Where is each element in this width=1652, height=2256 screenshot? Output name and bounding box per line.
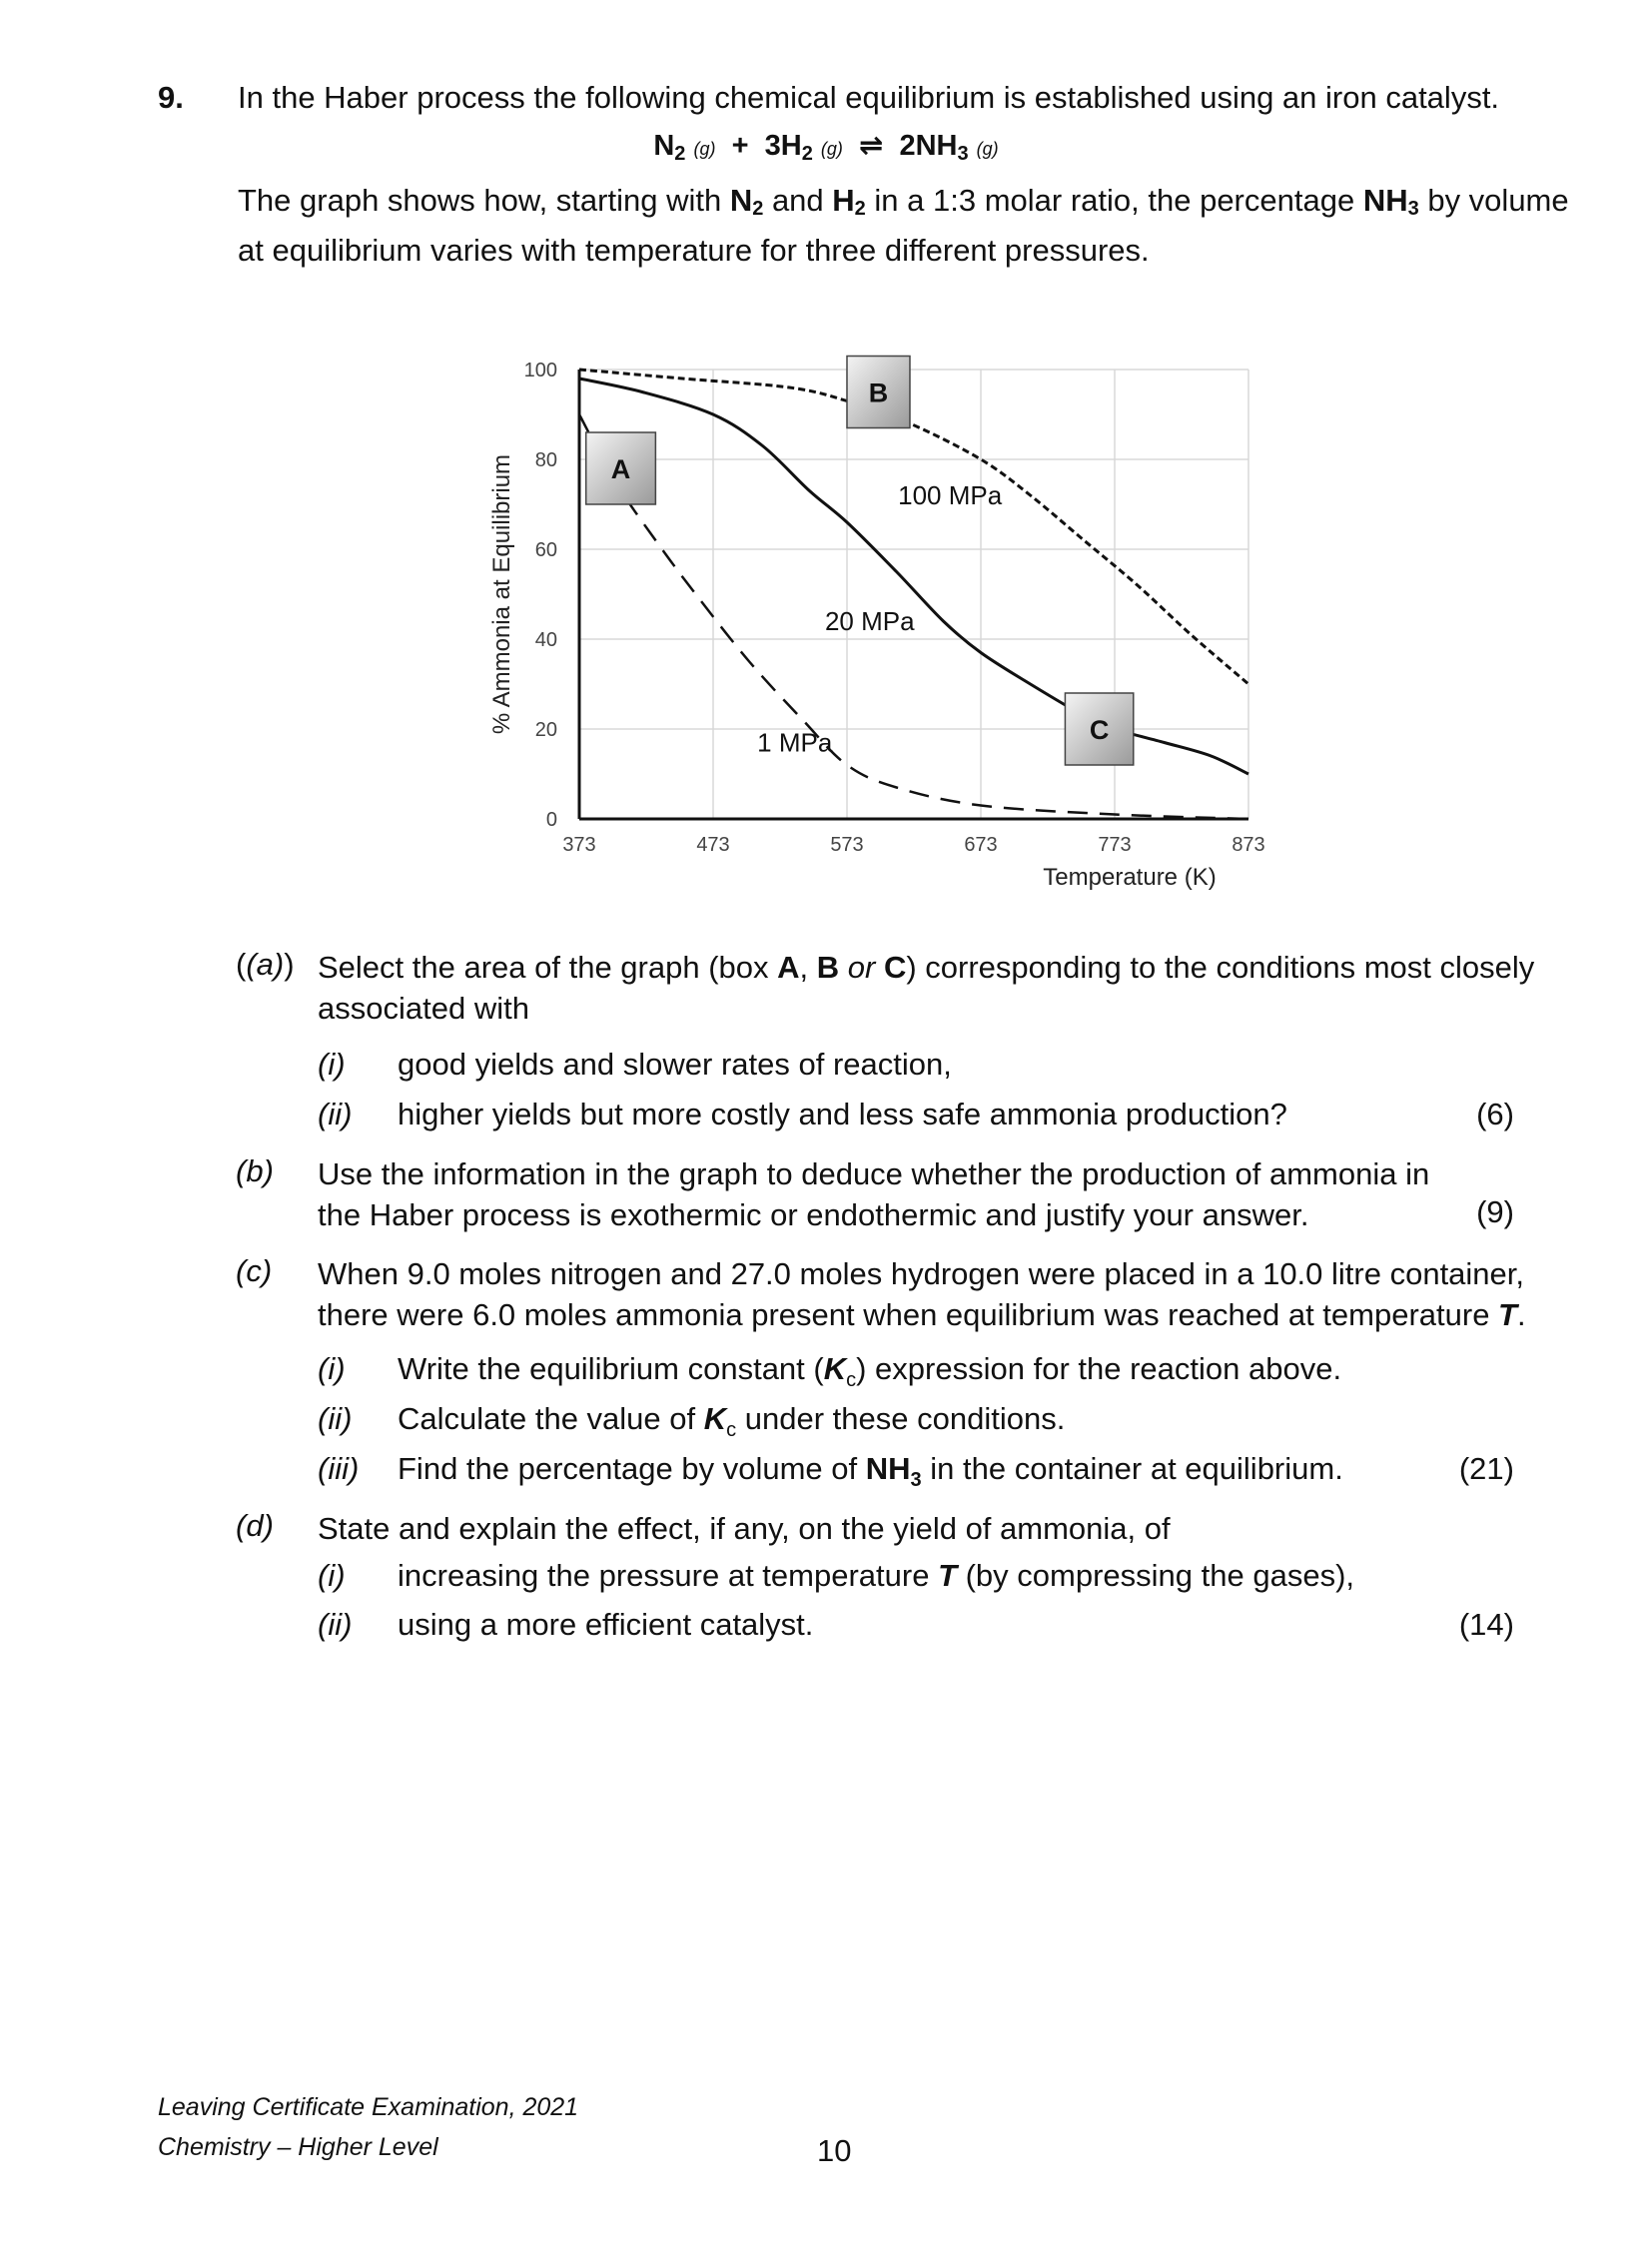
x-tick-label: 873 [1232, 834, 1265, 856]
part-c-iii-nh3-sub: 3 [910, 1469, 922, 1492]
part-c-iii-text-1: Find the percentage by volume of [398, 1451, 866, 1486]
part-c-ii-label-text: (ii) [318, 1401, 353, 1436]
part-c-text-1: When 9.0 moles nitrogen and 27.0 moles hydrogen were placed in a 10.0 litre container, there were 6.0 moles ammonia present when equilibrium was reached at temperature [318, 1256, 1525, 1332]
para-nh3-sub: 3 [1407, 198, 1419, 220]
eq-nh3: 2NH [899, 130, 958, 162]
part-a-text-2: ) corresponding to the conditions most closely associated with [318, 950, 1535, 1026]
part-c-i-text-2: ) expression for the reaction above. [856, 1351, 1342, 1386]
part-c-i-text [398, 1351, 1341, 1392]
para-nh3: NH [1362, 183, 1408, 218]
part-a-box-a: A [777, 950, 800, 985]
series-line-20-mpa [579, 378, 1248, 774]
part-d-i-text-2: (by compressing the gases), [957, 1558, 1355, 1593]
eq-n2-state: (g) [693, 139, 716, 159]
part-c-i-label-text: (i) [318, 1351, 346, 1386]
part-a-ii-label-text: (ii) [318, 1097, 353, 1131]
eq-nh3-state: (g) [976, 139, 999, 159]
eq-h2-state: (g) [820, 139, 843, 159]
eq-plus: + [731, 130, 749, 162]
part-c-iii-text [398, 1451, 1343, 1492]
eq-arrow: ⇌ [859, 130, 884, 162]
series-label: 100 MPa [898, 480, 1003, 510]
part-c-marks: (21) [1458, 1451, 1514, 1486]
eq-h2-sub: 2 [801, 143, 813, 165]
part-a-text [318, 947, 1556, 1029]
part-c-ii-text-1: Calculate the value of [398, 1401, 704, 1436]
part-a-or: or [839, 950, 884, 985]
region-box-label-a: A [610, 454, 631, 484]
part-c-i-text-1: Write the equilibrium constant ( [398, 1351, 824, 1386]
part-c-ii-k-sub: c [726, 1419, 737, 1442]
footer-exam: Leaving Certificate Examination, 2021 [158, 2093, 579, 2121]
y-axis-label: % Ammonia at Equilibrium [488, 453, 515, 735]
part-c-letter: (c) [236, 1253, 273, 1288]
region-box-label-c: C [1089, 715, 1110, 745]
y-tick-label: 80 [534, 449, 557, 471]
ammonia-equilibrium-chart [469, 340, 1328, 919]
part-d-marks: (14) [1458, 1607, 1514, 1642]
graph-description [238, 180, 1576, 271]
eq-n2: N [653, 130, 675, 162]
part-a-ii-text: higher yields but more costly and less safe ammonia production? [398, 1097, 1287, 1131]
para-text-4: by volume at equilibrium varies with temperature for three different pressures. [238, 183, 1569, 268]
part-b-text: Use the information in the graph to deduce whether the production of ammonia in the Haber process is exothermic or endothermic and justify your answer. [318, 1156, 1430, 1232]
part-c-iii-text-2: in the container at equilibrium. [921, 1451, 1343, 1486]
x-tick-label: 573 [830, 834, 864, 856]
series-line-100-mpa [579, 370, 1248, 684]
footer-subject: Chemistry – Higher Level [158, 2133, 438, 2161]
part-c-ii-text [398, 1401, 1065, 1442]
part-c-i-k-sub: c [846, 1369, 857, 1392]
part-d-i-label-text: (i) [318, 1558, 346, 1593]
part-d-i-text-1: increasing the pressure at temperature [398, 1558, 939, 1593]
para-n2: N [729, 183, 753, 218]
part-a-i-label-text: (i) [318, 1047, 346, 1082]
part-a-i-text: good yields and slower rates of reaction, [398, 1047, 952, 1082]
y-tick-label: 40 [534, 629, 557, 651]
para-text-2: and [763, 183, 833, 218]
x-tick-label: 773 [1098, 834, 1132, 856]
y-tick-label: 0 [545, 809, 557, 831]
part-b-marks: (9) [1476, 1194, 1514, 1229]
part-c-ii-label [318, 1401, 352, 1437]
para-n2-sub: 2 [752, 198, 764, 220]
reaction-equation [0, 128, 1652, 166]
part-c-temperature-symbol: T [1498, 1297, 1517, 1332]
part-c-text-2: . [1516, 1297, 1526, 1332]
y-tick-label: 60 [534, 539, 557, 561]
page-number: 10 [817, 2133, 852, 2168]
part-a-i-label [318, 1047, 346, 1083]
x-axis-label: Temperature (K) [1043, 864, 1217, 891]
part-a-comma: , [799, 950, 817, 985]
para-text-3: in a 1:3 molar ratio, the percentage [865, 183, 1363, 218]
para-text-1: The graph shows how, starting with [238, 183, 730, 218]
part-a-text-1: Select the area of the graph (box [318, 950, 778, 985]
x-tick-label: 373 [562, 834, 596, 856]
chart-series [579, 370, 1248, 819]
eq-nh3-sub: 3 [957, 143, 969, 165]
part-c-i-label [318, 1351, 346, 1387]
part-b-label [236, 1153, 274, 1189]
part-a-ii-label [318, 1097, 352, 1132]
part-c-text [318, 1253, 1576, 1335]
para-h2-sub: 2 [854, 198, 866, 220]
question-number: 9. [158, 80, 184, 115]
part-c-label [236, 1253, 272, 1289]
y-tick-label: 100 [523, 360, 557, 381]
para-h2: H [832, 183, 855, 218]
part-c-iii-nh3: NH [865, 1451, 911, 1486]
region-box-label-b: B [868, 377, 889, 408]
series-label: 1 MPa [757, 727, 833, 758]
part-d-letter: (d) [236, 1508, 274, 1543]
question-intro: In the Haber process the following chemical equilibrium is established using an iron catalyst. [238, 80, 1500, 115]
series-label: 20 MPa [824, 606, 915, 636]
part-c-i-k: K [823, 1351, 847, 1386]
x-tick-label: 673 [964, 834, 998, 856]
part-a-letter: (a) [246, 947, 285, 982]
y-tick-label: 20 [534, 719, 557, 741]
part-d-ii-label [318, 1607, 352, 1643]
eq-h2: 3H [764, 130, 802, 162]
chart-boxes [586, 357, 1134, 766]
part-d-i-label [318, 1558, 346, 1594]
part-c-iii-label-text: (iii) [318, 1451, 360, 1486]
part-c-ii-text-2: under these conditions. [736, 1401, 1066, 1436]
part-d-label [236, 1508, 274, 1544]
part-b-letter: (b) [236, 1153, 274, 1188]
eq-n2-sub: 2 [674, 143, 686, 165]
part-d-ii-label-text: (ii) [318, 1607, 353, 1642]
part-a-marks: (6) [1476, 1097, 1514, 1131]
part-a-box-b: B [816, 950, 840, 985]
part-c-ii-k: K [703, 1401, 727, 1436]
part-d-text: State and explain the effect, if any, on the yield of ammonia, of [318, 1511, 1171, 1546]
part-d-i-text [398, 1558, 1354, 1594]
part-a-label: ((a)) [236, 947, 295, 982]
part-d-ii-text: using a more efficient catalyst. [398, 1607, 814, 1642]
x-tick-label: 473 [696, 834, 730, 856]
part-a-box-c: C [883, 950, 907, 985]
part-c-iii-label [318, 1451, 359, 1487]
part-d-i-temperature-symbol: T [938, 1558, 957, 1593]
